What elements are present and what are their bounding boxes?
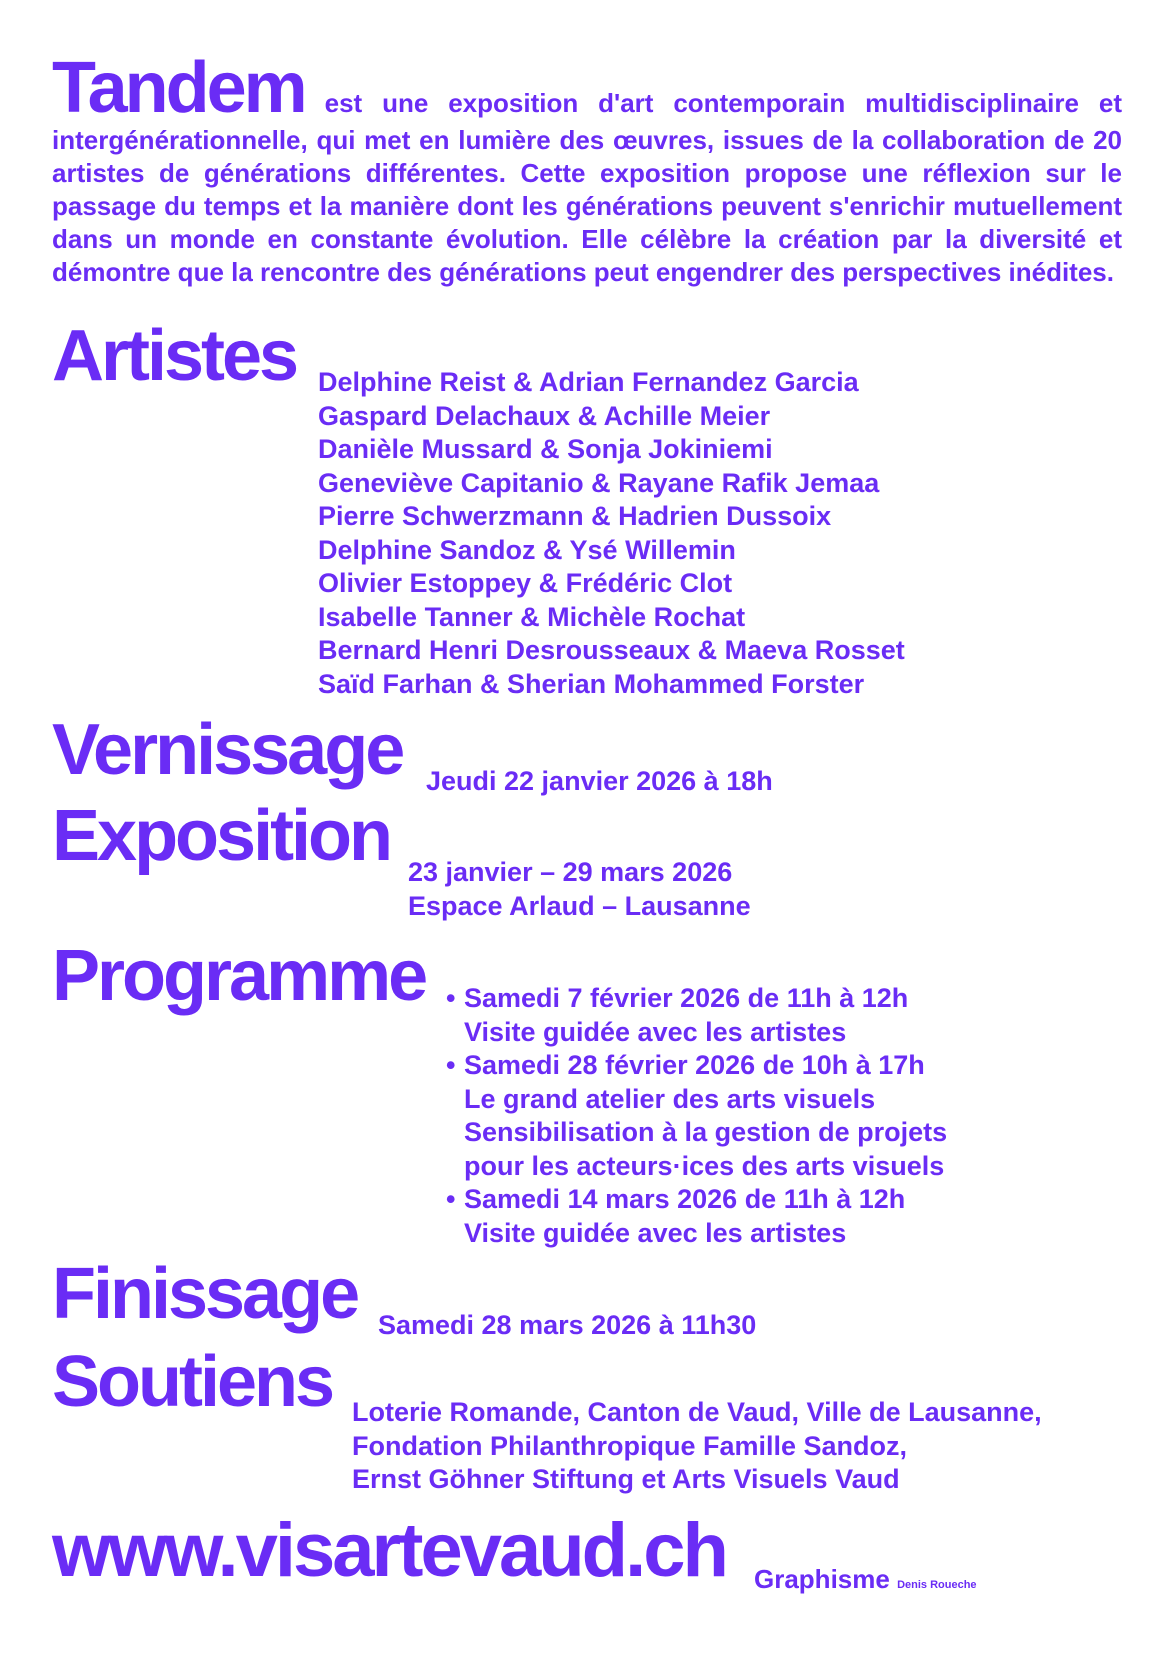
website-link[interactable]: www.visartevaud.ch xyxy=(52,1508,726,1593)
programme-line: Visite guidée avec les artistes xyxy=(464,1016,847,1047)
artist-pair: Pierre Schwerzmann & Hadrien Dussoix xyxy=(318,501,832,531)
programme-item xyxy=(446,982,947,1049)
exposition-dates: 23 janvier – 29 mars 2026 xyxy=(408,857,733,887)
sponsor-line: Ernst Göhner Stiftung et Arts Visuels Vaud xyxy=(352,1464,900,1494)
soutiens-list xyxy=(352,1396,1042,1497)
vernissage-date: Jeudi 22 janvier 2026 à 18h xyxy=(426,766,773,796)
sponsor-line: Loterie Romande, Canton de Vaud, Ville de Lausanne, xyxy=(352,1397,1042,1427)
finissage-title: Finissage xyxy=(52,1254,358,1334)
artist-pair: Delphine Reist & Adrian Fernandez Garcia xyxy=(318,367,859,397)
artist-pair: Gaspard Delachaux & Achille Meier xyxy=(318,400,771,431)
finissage-details xyxy=(378,1309,756,1343)
programme-line: Sensibilisation à la gestion de projets xyxy=(464,1117,948,1147)
sponsor-line: Fondation Philanthropique Famille Sandoz, xyxy=(352,1430,908,1461)
soutiens-title: Soutiens xyxy=(52,1342,333,1422)
programme-date: Samedi 14 mars 2026 de 11h à 12h xyxy=(464,1184,906,1214)
programme-title: Programme xyxy=(52,936,426,1016)
exposition-section xyxy=(52,796,391,876)
artist-pair: Saïd Farhan & Sherian Mohammed Forster xyxy=(318,668,865,699)
bullet-icon: • xyxy=(446,983,456,1013)
finissage-date: Samedi 28 mars 2026 à 11h30 xyxy=(378,1310,757,1340)
graphisme-name: Denis Roueche xyxy=(897,1579,977,1591)
footer xyxy=(52,1508,726,1593)
artist-pair: Danièle Mussard & Sonja Jokiniemi xyxy=(318,434,773,464)
artistes-section xyxy=(52,316,297,396)
bullet-icon: • xyxy=(446,1184,456,1214)
programme-section xyxy=(52,936,426,1016)
soutiens-section xyxy=(52,1342,333,1422)
artist-pair: Isabelle Tanner & Michèle Rochat xyxy=(318,601,746,632)
intro-paragraph xyxy=(52,48,1122,289)
exposition-details xyxy=(408,856,751,923)
programme-item xyxy=(446,1049,947,1183)
graphisme-credit xyxy=(754,1563,977,1602)
programme-item xyxy=(446,1183,947,1250)
programme-date: Samedi 28 février 2026 de 10h à 17h xyxy=(464,1050,925,1080)
artist-pair: Geneviève Capitanio & Rayane Rafik Jemaa xyxy=(318,467,880,498)
vernissage-title: Vernissage xyxy=(52,710,403,790)
finissage-section xyxy=(52,1254,358,1334)
exposition-place: Espace Arlaud – Lausanne xyxy=(408,890,751,921)
artist-pair: Delphine Sandoz & Ysé Willemin xyxy=(318,534,736,565)
programme-line: pour les acteurs·ices des arts visuels xyxy=(464,1150,945,1181)
artistes-title: Artistes xyxy=(52,316,297,396)
intro-block xyxy=(52,48,1122,289)
vernissage-section xyxy=(52,710,403,790)
programme-list xyxy=(446,982,947,1250)
intro-title: Tandem xyxy=(52,48,305,128)
artist-pair: Olivier Estoppey & Frédéric Clot xyxy=(318,568,733,598)
bullet-icon: • xyxy=(446,1050,456,1080)
artist-pair: Bernard Henri Desrousseaux & Maeva Rosset xyxy=(318,635,905,665)
programme-line: Le grand atelier des arts visuels xyxy=(464,1083,876,1114)
graphisme-label: Graphisme xyxy=(754,1564,890,1594)
intro-text: est une exposition d'art contemporain multidisciplinaire et intergénérationnelle, qui met en lumière des œuvres, issues de la collaboration de 20 artistes de générations différentes. Cette exposition propose une réflexion sur le passage du temps et la manière dont les générations peuvent s'enrichir mutuellement dans un monde en constante évolution. Elle célèbre la création par la diversité et démontre que la rencontre des générations peut engendrer des perspectives inédites. xyxy=(52,88,1122,287)
programme-line: Visite guidée avec les artistes xyxy=(464,1217,847,1248)
exposition-title: Exposition xyxy=(52,796,391,876)
programme-date: Samedi 7 février 2026 de 11h à 12h xyxy=(464,983,909,1013)
vernissage-details xyxy=(426,765,773,799)
artistes-list xyxy=(318,366,905,701)
